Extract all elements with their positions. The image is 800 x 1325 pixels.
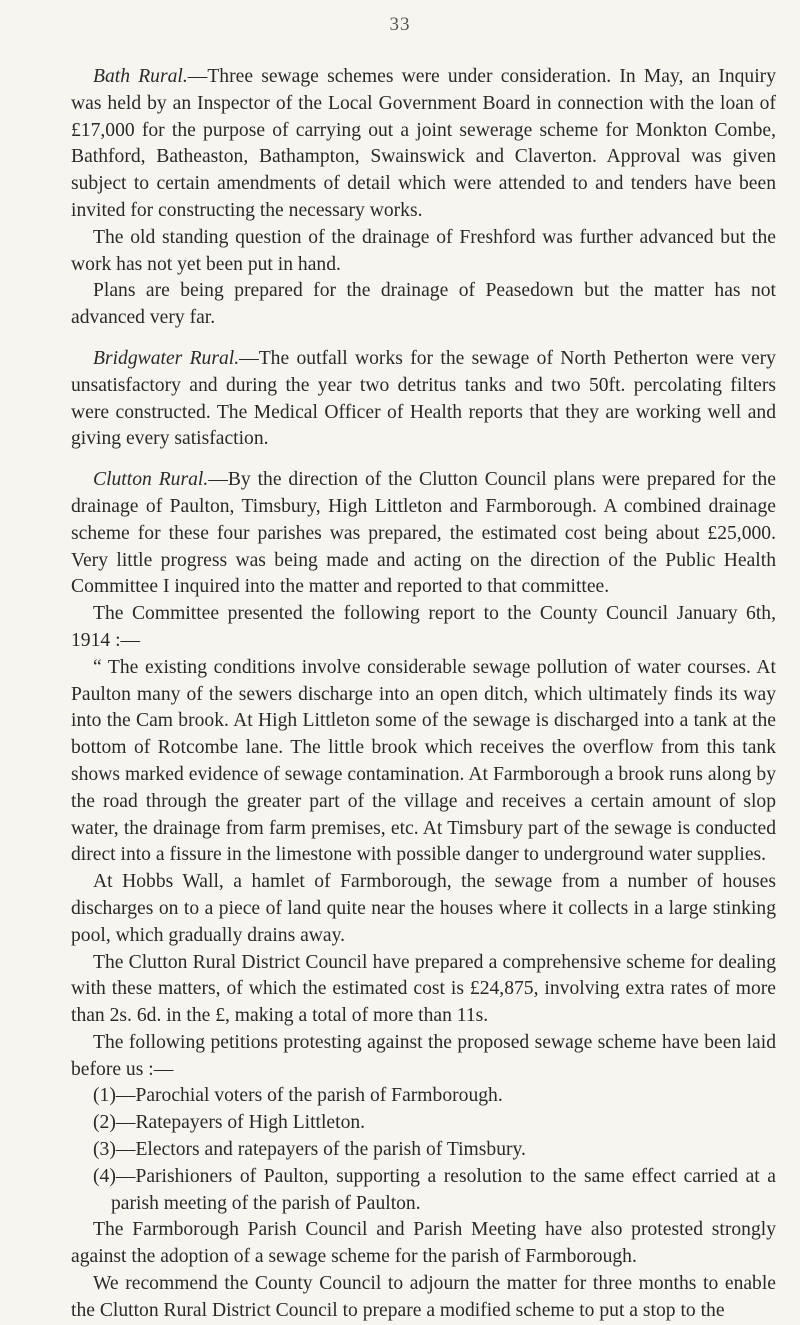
petition-item-1: (1)—Parochial voters of the parish of Farmborough.: [93, 1085, 503, 1107]
bath-text-1: —Three sewage schemes were under consideration. In May, an Inquiry was held by an Inspector of the Local Government Board in connection with the loan of £17,000 for the purpose of carrying out a joint sewerage scheme for Monkton Combe, Bathford, Batheaston, Bathampton, Swainswick and Claverton. Approval was given subject to certain amendments of detail which were attended to and tenders have been invited for constructing the necessary works.: [71, 66, 776, 221]
petition-item-2: (2)—Ratepayers of High Littleton.: [93, 1112, 366, 1134]
heading-bridgwater-rural: Bridgwater Rural.: [93, 347, 240, 369]
quote-paragraph-4: The following petitions protesting against the proposed sewage scheme have been laid before us :—: [71, 1031, 776, 1080]
petition-item-4: (4)—Parishioners of Paulton, supporting a resolution to the same effect carried at a parish meeting of the parish of Paulton.: [93, 1165, 776, 1214]
quote-paragraph-5: The Farmborough Parish Council and Parish Meeting have also protested strongly against the adoption of a sewage scheme for the parish of Farmborough.: [71, 1219, 776, 1268]
bath-paragraph-2: The old standing question of the drainage of Freshford was further advanced but the work has not yet been put in hand.: [71, 226, 776, 275]
clutton-text-1: —By the direction of the Clutton Council plans were prepared for the drainage of Paulton, Timsbury, High Littleton and Farmborough. A combined drainage scheme for these four parishes was prepared, the estimated cost being about £25,000. Very little progress was being made and acting on the direction of the Public Health Committee I inquired into the matter and reported to that committee.: [71, 469, 776, 598]
quote-paragraph-6: We recommend the County Council to adjourn the matter for three months to enable the Clutton Rural District Council to prepare a modified scheme to put a stop to the: [71, 1273, 776, 1321]
bridgwater-text-1: —The outfall works for the sewage of North Petherton were very unsatisfactory and during the year two detritus tanks and two 50ft. percolating filters were constructed. The Medical Officer of Health reports that they are working well and giving every satisfaction.: [71, 347, 776, 450]
heading-clutton-rural: Clutton Rural.: [93, 469, 209, 491]
quote-paragraph-3: The Clutton Rural District Council have prepared a comprehensive scheme for dealing with these matters, of which the estimated cost is £24,875, involving extra rates of more than 2s. 6d. in the £, making a total of more than 11s.: [71, 951, 776, 1027]
quote-paragraph-2: At Hobbs Wall, a hamlet of Farmborough, the sewage from a number of houses discharges on to a piece of land quite near the houses where it collects in a large stinking pool, which gradually drains away.: [71, 871, 776, 946]
quote-paragraph-1: “ The existing conditions involve considerable sewage pollution of water courses. At Paulton many of the sewers discharge into an open ditch, which ultimately finds its way into the Cam brook. At High Littleton some of the sewage is discharged into a tank at the bottom of Rotcombe lane. The little brook which receives the overflow from this tank shows marked evidence of sewage contamination. At Farmborough a brook runs along by the road through the greater part of the village and receives a certain amount of slop water, the drainage from farm premises, etc. At Timsbury part of the sewage is conducted direct into a fissure in the limestone with possible danger to underground water supplies.: [71, 656, 776, 866]
petition-item-3: (3)—Electors and ratepayers of the parish of Timsbury.: [93, 1139, 526, 1161]
paragraph-bridgwater-rural: [71, 346, 776, 453]
bath-paragraph-3: Plans are being prepared for the drainage of Peasedown but the matter has not advanced very far.: [71, 280, 776, 329]
paragraph-clutton-rural: [71, 467, 776, 601]
document-body: [71, 64, 776, 1325]
heading-bath-rural: Bath Rural.: [93, 66, 188, 87]
paragraph-bath-rural: [71, 64, 776, 225]
page-number: 33: [389, 14, 411, 35]
clutton-paragraph-2: The Committee presented the following report to the County Council January 6th, 1914 :—: [71, 603, 776, 651]
